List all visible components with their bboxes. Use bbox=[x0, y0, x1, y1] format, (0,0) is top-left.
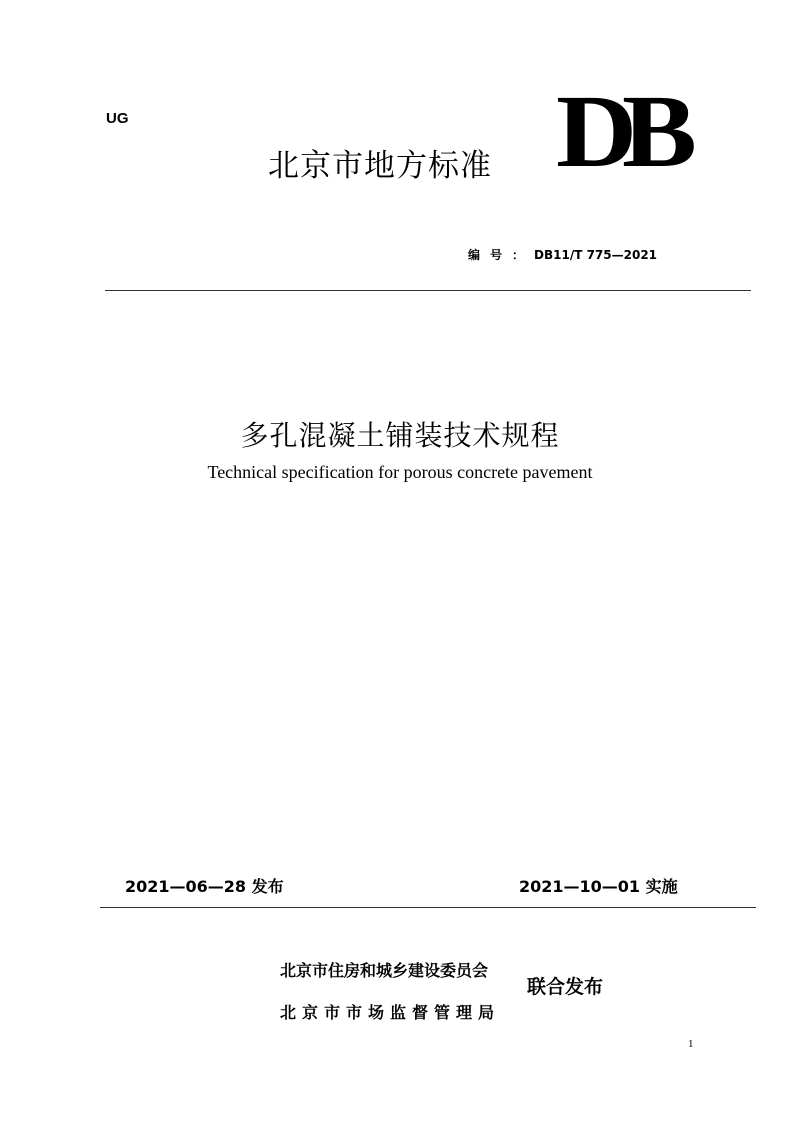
issuer-market-regulation: 北京市市场监督管理局 bbox=[280, 1003, 501, 1022]
classification-code: UG bbox=[106, 110, 129, 127]
issuer-housing-commission: 北京市住房和城乡建设委员会 bbox=[280, 961, 489, 980]
standard-code-value: DB11/T 775—2021 bbox=[534, 248, 658, 262]
document-title-english: Technical specification for porous concrete pavement bbox=[207, 462, 593, 482]
publish-date: 2021—06—28 发布 bbox=[125, 877, 284, 896]
implementation-date: 2021—10—01 实施 bbox=[519, 877, 678, 896]
document-title-chinese: 多孔混凝土铺装技术规程 bbox=[240, 419, 560, 452]
standard-code-label: 编号： bbox=[468, 248, 535, 262]
standard-code bbox=[468, 246, 657, 263]
bottom-divider bbox=[100, 907, 756, 908]
top-divider bbox=[105, 290, 751, 291]
joint-issue-label: 联合发布 bbox=[527, 976, 604, 998]
standard-type-heading: 北京市地方标准 bbox=[268, 148, 492, 184]
page-number: 1 bbox=[688, 1038, 694, 1050]
db-logo: DB bbox=[556, 74, 682, 189]
